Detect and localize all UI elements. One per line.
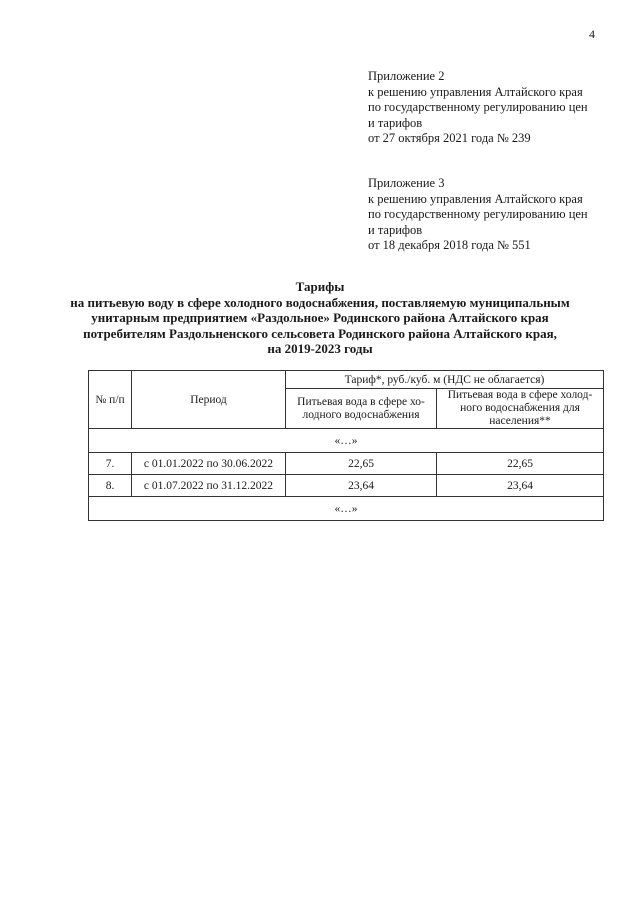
appendix-line: к решению управления Алтайского края	[368, 191, 583, 206]
title-heading: Тарифы	[295, 279, 345, 294]
cell-tariff-b: 22,65	[437, 453, 604, 475]
table-row	[89, 453, 604, 475]
appendix-line: и тарифов	[368, 115, 423, 130]
title-line: унитарным предприятием «Раздольное» Родинского района Алтайского края	[91, 310, 549, 325]
appendix-reference-old	[368, 176, 588, 254]
table-row	[89, 475, 604, 497]
header-col-a-label: Питьевая вода в сфере хо-лодного водоснабжения	[297, 395, 425, 421]
cell-tariff-b: 23,64	[437, 475, 604, 497]
appendix-line: по государственному регулированию цен	[368, 207, 588, 221]
appendix-line: Приложение 2	[368, 69, 445, 83]
cell-period: с 01.01.2022 по 30.06.2022	[132, 453, 286, 475]
appendix-line: и тарифов	[368, 222, 423, 237]
appendix-line: к решению управления Алтайского края	[368, 84, 583, 99]
appendix-line: Приложение 3	[368, 176, 445, 190]
ellipsis-row-top: «…»	[89, 429, 604, 453]
appendix-line: от 18 декабря 2018 года № 551	[368, 238, 531, 252]
header-num: № п/п	[89, 371, 132, 429]
ellipsis-row-bottom: «…»	[89, 497, 604, 521]
appendix-line: по государственному регулированию цен	[368, 100, 588, 114]
header-col-b	[437, 389, 604, 429]
cell-tariff-a: 22,65	[286, 453, 437, 475]
cell-period: с 01.07.2022 по 31.12.2022	[132, 475, 286, 497]
document-title	[60, 279, 580, 357]
header-tariff-group: Тариф*, руб./куб. м (НДС не облагается)	[286, 371, 604, 389]
title-line: на 2019-2023 годы	[267, 341, 373, 356]
title-line: потребителям Раздольненского сельсовета Родинского района Алтайского края,	[83, 325, 557, 341]
header-period: Период	[132, 371, 286, 429]
cell-tariff-a: 23,64	[286, 475, 437, 497]
header-col-b-label: Питьевая вода в сфере холод-ного водоснабжения для населения**	[447, 389, 593, 427]
page-number: 4	[589, 27, 595, 41]
appendix-reference-new	[368, 69, 588, 147]
cell-num: 8.	[89, 475, 132, 497]
header-col-a	[286, 389, 437, 429]
title-line: на питьевую воду в сфере холодного водоснабжения, поставляемую муниципальным	[70, 294, 570, 310]
tariff-table	[88, 370, 604, 521]
appendix-line: от 27 октября 2021 года № 239	[368, 131, 531, 145]
cell-num: 7.	[89, 453, 132, 475]
